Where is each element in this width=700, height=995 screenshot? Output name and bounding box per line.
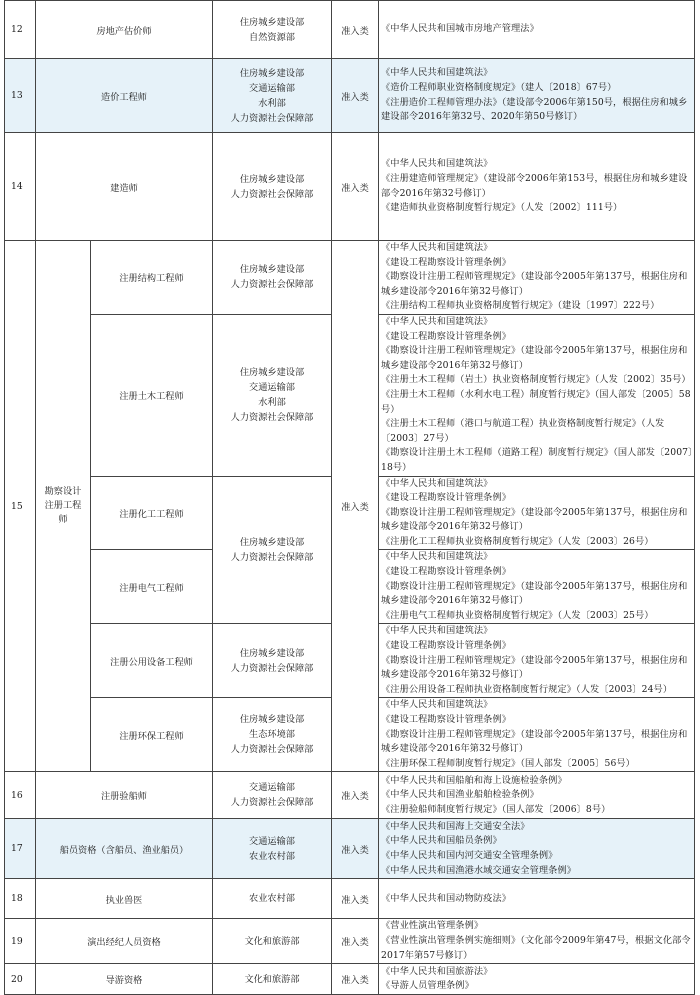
department: 水利部 [258, 397, 286, 409]
legal-basis-cell [379, 879, 695, 919]
sub-qualification-name: 注册化工工程师 [91, 476, 213, 550]
legal-basis: 《中华人民共和国船舶和海上设施检验条例》 [381, 774, 567, 786]
qualification-name: 建造师 [36, 133, 213, 241]
department: 住房城乡建设部 [239, 367, 305, 379]
department: 生态环境部 [249, 729, 295, 741]
department-cell [213, 624, 332, 698]
department: 人力资源社会保障部 [230, 112, 314, 124]
qualification-name: 房地产估价师 [36, 1, 213, 59]
legal-basis: 《中华人民共和国旅游法》 [381, 965, 493, 977]
legal-basis: 《注册土木工程师（岩土）执业资格制度暂行规定》（人发〔2002〕35号） [381, 374, 691, 386]
department: 交通运输部 [249, 82, 295, 94]
department: 住房城乡建设部 [239, 536, 305, 548]
legal-basis: 《勘察设计注册土木工程师（道路工程）制度暂行规定》（国人部发〔2007〕18号） [381, 447, 693, 473]
department: 交通运输部 [249, 382, 295, 394]
legal-basis: 《注册结构工程师执业资格制度暂行规定》（建设〔1997〕222号） [381, 300, 660, 312]
legal-basis: 《勘察设计注册工程师管理规定》（建设部令2005年第137号，根据住房和城乡建设部令2016年第32号修订） [381, 654, 688, 681]
table-row [5, 772, 695, 819]
department: 交通运输部 [249, 835, 295, 847]
legal-basis: 《中华人民共和国建筑法》 [381, 158, 493, 170]
department: 人力资源社会保障部 [230, 744, 314, 756]
legal-basis: 《中华人民共和国城市房地产管理法》 [381, 23, 539, 35]
legal-basis-cell [379, 819, 695, 879]
table-row [5, 919, 695, 964]
qualification-table [4, 0, 695, 995]
legal-basis-cell [379, 964, 695, 995]
legal-basis: 《中华人民共和国船员条例》 [381, 835, 502, 847]
legal-basis: 《中华人民共和国建筑法》 [381, 477, 493, 489]
department: 人力资源社会保障部 [230, 412, 314, 424]
legal-basis-cell [379, 314, 695, 476]
legal-basis: 《导游人员管理条例》 [381, 980, 474, 992]
legal-basis: 《注册公用设备工程师执业资格制度暂行规定》（人发〔2003〕24号） [381, 683, 673, 695]
legal-basis: 《造价工程师职业资格制度规定》（建人〔2018〕67号） [381, 81, 617, 93]
table-row [5, 879, 695, 919]
legal-basis: 《中华人民共和国建筑法》 [381, 551, 493, 563]
legal-basis: 《中华人民共和国海上交通安全法》 [381, 820, 530, 832]
legal-basis-cell [379, 624, 695, 698]
qualification-name: 注册验船师 [36, 772, 213, 819]
legal-basis: 《勘察设计注册工程师管理规定》（建设部令2005年第137号，根据住房和城乡建设部令2016年第32号修订） [381, 728, 688, 755]
row-number: 15 [5, 241, 36, 772]
department: 水利部 [258, 97, 286, 109]
department-cell [213, 879, 332, 919]
department: 住房城乡建设部 [239, 173, 305, 185]
department-cell [213, 133, 332, 241]
legal-basis: 《勘察设计注册工程师管理规定》（建设部令2005年第137号，根据住房和城乡建设部令2016年第32号修订） [381, 271, 688, 297]
department: 文化和旅游部 [244, 935, 300, 947]
legal-basis-cell [379, 241, 695, 315]
department-cell [213, 698, 332, 772]
qualification-name: 执业兽医 [36, 879, 213, 919]
department: 人力资源社会保障部 [230, 662, 314, 674]
legal-basis: 《营业性演出管理条例实施细则》（文化部令2009年第47号，根据文化部令2017年第57号修订） [381, 935, 691, 961]
category: 准入类 [332, 919, 379, 964]
qualification-group: 勘察设计注册工程师 [36, 241, 91, 772]
row-number: 19 [5, 919, 36, 964]
category: 准入类 [332, 59, 379, 133]
department: 自然资源部 [249, 31, 295, 43]
legal-basis: 《注册造价工程师管理办法》（建设部令2006年第150号，根据住房和城乡建设部令2016年第32号、2020年第50号修订） [381, 96, 688, 123]
legal-basis: 《建设工程勘察设计管理条例》 [381, 256, 512, 268]
row-number: 17 [5, 819, 36, 879]
row-number: 20 [5, 964, 36, 995]
legal-basis-cell [379, 59, 695, 133]
legal-basis: 《建设工程勘察设计管理条例》 [381, 566, 512, 578]
department-cell [213, 59, 332, 133]
legal-basis: 《勘察设计注册工程师管理规定》（建设部令2005年第137号，根据住房和城乡建设部令2016年第32号修订） [381, 580, 688, 607]
sub-qualification-name: 注册结构工程师 [91, 241, 213, 315]
qualification-name: 船员资格（含船员、渔业船员） [36, 819, 213, 879]
legal-basis: 《中华人民共和国渔港水域交通安全管理条例》 [381, 864, 577, 876]
legal-basis-cell [379, 133, 695, 241]
legal-basis: 《建设工程勘察设计管理条例》 [381, 330, 512, 342]
department: 农业农村部 [249, 850, 295, 862]
legal-basis: 《营业性演出管理条例》 [381, 920, 484, 932]
legal-basis: 《建设工程勘察设计管理条例》 [381, 640, 512, 652]
legal-basis: 《注册土木工程师（港口与航道工程）执业资格制度暂行规定》（人发〔2003〕27号） [381, 418, 665, 444]
department: 人力资源社会保障部 [230, 551, 314, 563]
legal-basis: 《勘察设计注册工程师管理规定》（建设部令2005年第137号，根据住房和城乡建设部令2016年第32号修订） [381, 345, 688, 371]
legal-basis: 《中华人民共和国建筑法》 [381, 67, 493, 79]
department: 农业农村部 [249, 893, 295, 905]
legal-basis: 《中华人民共和国动物防疫法》 [381, 892, 512, 904]
legal-basis: 《中华人民共和国建筑法》 [381, 625, 493, 637]
legal-basis: 《注册化工工程师执业资格制度暂行规定》（人发〔2003〕26号） [381, 535, 654, 547]
legal-basis-cell [379, 698, 695, 772]
legal-basis: 《中华人民共和国建筑法》 [381, 315, 493, 327]
legal-basis-cell [379, 550, 695, 624]
category: 准入类 [332, 772, 379, 819]
department: 人力资源社会保障部 [230, 188, 314, 200]
category: 准入类 [332, 241, 379, 772]
legal-basis: 《注册验船师制度暂行规定》（国人部发〔2006〕8号） [381, 803, 611, 815]
row-number: 12 [5, 1, 36, 59]
department: 住房城乡建设部 [239, 67, 305, 79]
table-row [5, 241, 695, 315]
row-number: 14 [5, 133, 36, 241]
legal-basis-cell [379, 919, 695, 964]
legal-basis: 《中华人民共和国渔业船舶检验条例》 [381, 789, 539, 801]
table-row [5, 59, 695, 133]
department-cell [213, 819, 332, 879]
category: 准入类 [332, 1, 379, 59]
legal-basis: 《中华人民共和国建筑法》 [381, 699, 493, 711]
legal-basis: 《中华人民共和国建筑法》 [381, 242, 493, 253]
legal-basis: 《注册土木工程师（水利水电工程）制度暂行规定》（国人部发〔2005〕58号） [381, 388, 691, 415]
department: 住房城乡建设部 [239, 16, 305, 28]
table-row [5, 964, 695, 995]
category: 准入类 [332, 964, 379, 995]
department: 人力资源社会保障部 [230, 797, 314, 809]
department-cell [213, 476, 332, 624]
legal-basis-cell [379, 772, 695, 819]
legal-basis-cell [379, 476, 695, 550]
department: 交通运输部 [249, 782, 295, 794]
qualification-name: 造价工程师 [36, 59, 213, 133]
sub-qualification-name: 注册公用设备工程师 [91, 624, 213, 698]
row-number: 16 [5, 772, 36, 819]
sub-qualification-name: 注册电气工程师 [91, 550, 213, 624]
table-row [5, 1, 695, 59]
category: 准入类 [332, 879, 379, 919]
category: 准入类 [332, 819, 379, 879]
department-cell [213, 314, 332, 476]
row-number: 18 [5, 879, 36, 919]
legal-basis-cell [379, 1, 695, 59]
department: 文化和旅游部 [244, 973, 300, 985]
department-cell [213, 919, 332, 964]
department-cell [213, 964, 332, 995]
qualification-name: 导游资格 [36, 964, 213, 995]
sub-qualification-name: 注册土木工程师 [91, 314, 213, 476]
department-cell [213, 772, 332, 819]
legal-basis: 《勘察设计注册工程师管理规定》（建设部令2005年第137号，根据住房和城乡建设部令2016年第32号修订） [381, 506, 688, 533]
legal-basis: 《建设工程勘察设计管理条例》 [381, 492, 512, 504]
qualification-name: 演出经纪人员资格 [36, 919, 213, 964]
legal-basis: 《注册建造师管理规定》（建设部令2006年第153号，根据住房和城乡建设部令2016年第32号修订） [381, 172, 688, 199]
legal-basis: 《注册环保工程师制度暂行规定》（国人部发〔2005〕56号） [381, 757, 635, 769]
sub-qualification-name: 注册环保工程师 [91, 698, 213, 772]
legal-basis: 《注册电气工程师执业资格制度暂行规定》（人发〔2003〕25号） [381, 609, 654, 621]
legal-basis: 《建设工程勘察设计管理条例》 [381, 714, 512, 726]
legal-basis: 《中华人民共和国内河交通安全管理条例》 [381, 849, 558, 861]
department: 住房城乡建设部 [239, 264, 305, 276]
category: 准入类 [332, 133, 379, 241]
table-row [5, 819, 695, 879]
department: 住房城乡建设部 [239, 714, 305, 726]
department: 住房城乡建设部 [239, 647, 305, 659]
department-cell [213, 1, 332, 59]
department: 人力资源社会保障部 [230, 279, 314, 291]
legal-basis: 《建造师执业资格制度暂行规定》（人发〔2002〕111号） [381, 202, 623, 214]
department-cell [213, 241, 332, 315]
table-row [5, 133, 695, 241]
row-number: 13 [5, 59, 36, 133]
